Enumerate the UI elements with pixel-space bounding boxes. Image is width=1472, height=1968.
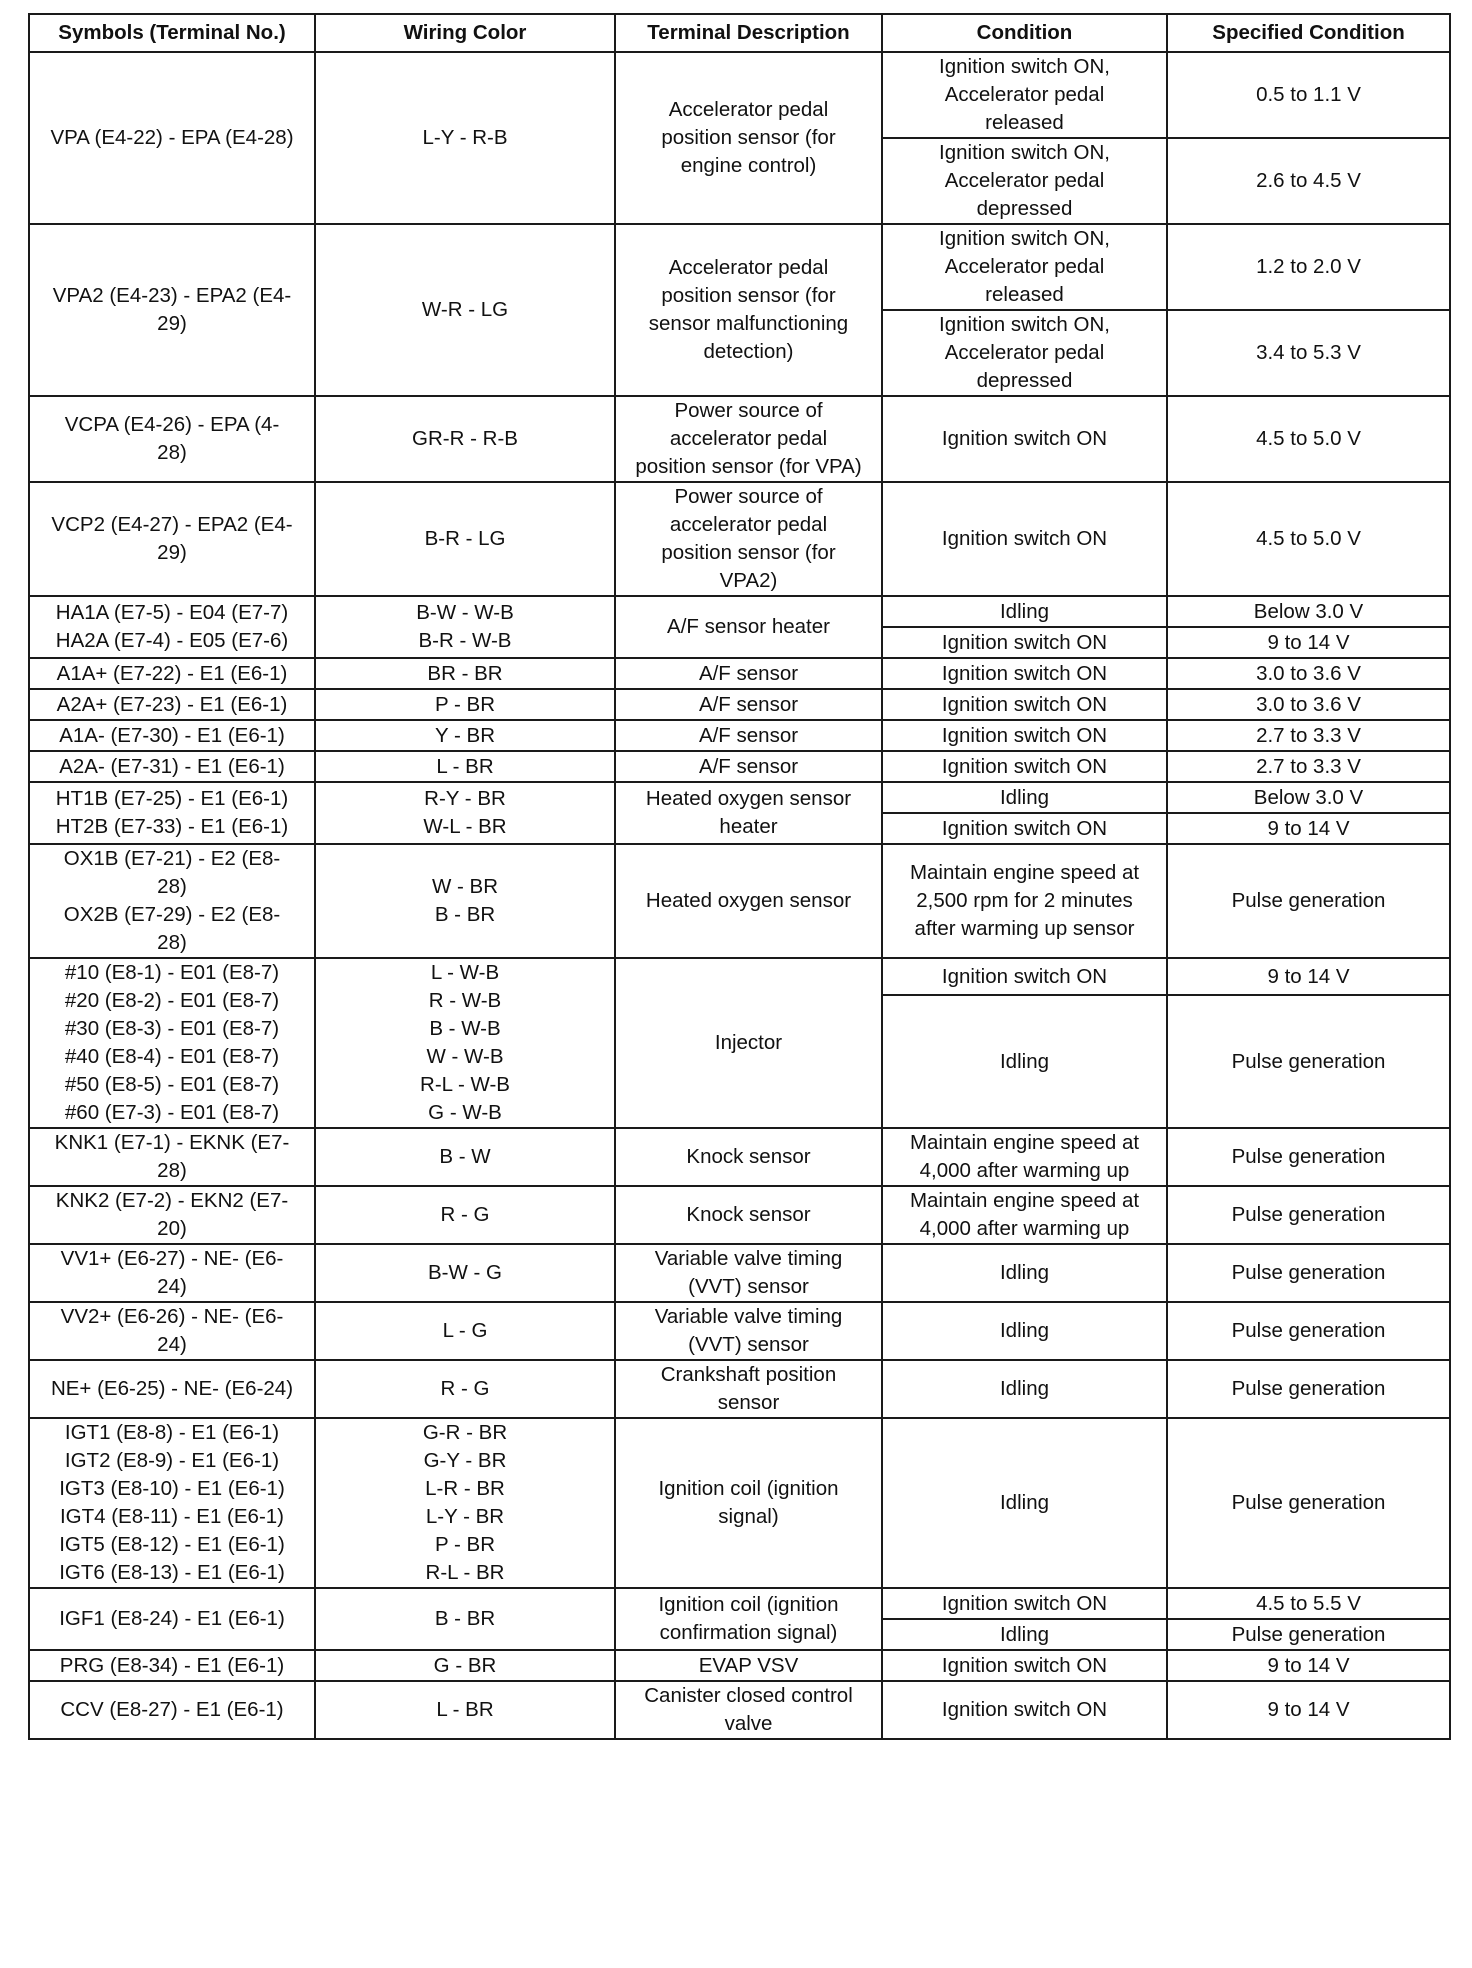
table-row — [29, 1244, 1450, 1302]
terminal-description-cell: Crankshaft position sensor — [615, 1360, 882, 1418]
terminal-description-cell: Injector — [615, 958, 882, 1128]
specified-condition-cell: Pulse generation — [1167, 995, 1450, 1128]
specified-condition-cell: 2.7 to 3.3 V — [1167, 720, 1450, 751]
specified-condition-cell: 3.4 to 5.3 V — [1167, 310, 1450, 396]
condition-cell: Ignition switch ON — [882, 627, 1167, 658]
specified-condition-cell: 9 to 14 V — [1167, 1681, 1450, 1739]
terminal-description-cell: Power source of accelerator pedal position sensor (for VPA2) — [615, 482, 882, 596]
wiring-color-cell: G - BR — [315, 1650, 615, 1681]
condition-cell: Ignition switch ON, Accelerator pedal released — [882, 52, 1167, 138]
symbols-cell: A2A- (E7-31) - E1 (E6-1) — [29, 751, 315, 782]
specified-condition-cell: 9 to 14 V — [1167, 1650, 1450, 1681]
symbols-cell: A1A- (E7-30) - E1 (E6-1) — [29, 720, 315, 751]
specified-condition-cell: 9 to 14 V — [1167, 958, 1450, 995]
wiring-color-cell: B - BR — [315, 1588, 615, 1650]
table-row — [29, 958, 1450, 995]
terminal-description-cell: Knock sensor — [615, 1186, 882, 1244]
table-row — [29, 782, 1450, 813]
terminal-description-cell: Ignition coil (ignition signal) — [615, 1418, 882, 1588]
table-row — [29, 1360, 1450, 1418]
condition-cell: Idling — [882, 995, 1167, 1128]
table-row — [29, 1681, 1450, 1739]
symbols-cell: VV1+ (E6-27) - NE- (E6- 24) — [29, 1244, 315, 1302]
table-row — [29, 52, 1450, 138]
symbols-cell: HA1A (E7-5) - E04 (E7-7) HA2A (E7-4) - E05 (E7-6) — [29, 596, 315, 658]
wiring-color-cell: R-Y - BR W-L - BR — [315, 782, 615, 844]
condition-cell: Ignition switch ON — [882, 1681, 1167, 1739]
terminal-description-cell: Knock sensor — [615, 1128, 882, 1186]
symbols-cell: IGF1 (E8-24) - E1 (E6-1) — [29, 1588, 315, 1650]
symbols-cell: A1A+ (E7-22) - E1 (E6-1) — [29, 658, 315, 689]
wiring-color-cell: GR-R - R-B — [315, 396, 615, 482]
header-terminal-description: Terminal Description — [615, 14, 882, 52]
specified-condition-cell: 9 to 14 V — [1167, 813, 1450, 844]
symbols-cell: NE+ (E6-25) - NE- (E6-24) — [29, 1360, 315, 1418]
wiring-color-cell: L - W-B R - W-B B - W-B W - W-B R-L - W-B G - W-B — [315, 958, 615, 1128]
condition-cell: Ignition switch ON — [882, 396, 1167, 482]
specified-condition-cell: 2.7 to 3.3 V — [1167, 751, 1450, 782]
specified-condition-cell: Below 3.0 V — [1167, 596, 1450, 627]
terminal-description-cell: Canister closed control valve — [615, 1681, 882, 1739]
wiring-color-cell: L - G — [315, 1302, 615, 1360]
table-row — [29, 844, 1450, 958]
table-row — [29, 751, 1450, 782]
specified-condition-cell: 4.5 to 5.0 V — [1167, 396, 1450, 482]
wiring-color-cell: R - G — [315, 1360, 615, 1418]
symbols-cell: HT1B (E7-25) - E1 (E6-1) HT2B (E7-33) - E1 (E6-1) — [29, 782, 315, 844]
specified-condition-cell: Below 3.0 V — [1167, 782, 1450, 813]
terminal-description-cell: Accelerator pedal position sensor (for sensor malfunctioning detection) — [615, 224, 882, 396]
condition-cell: Ignition switch ON, Accelerator pedal released — [882, 224, 1167, 310]
terminal-spec-page — [28, 13, 1451, 1740]
condition-cell: Idling — [882, 1619, 1167, 1650]
condition-cell: Ignition switch ON, Accelerator pedal depressed — [882, 310, 1167, 396]
terminal-description-cell: Accelerator pedal position sensor (for engine control) — [615, 52, 882, 224]
table-row — [29, 1128, 1450, 1186]
condition-cell: Idling — [882, 1244, 1167, 1302]
condition-cell: Ignition switch ON — [882, 751, 1167, 782]
condition-cell: Idling — [882, 596, 1167, 627]
specified-condition-cell: Pulse generation — [1167, 1619, 1450, 1650]
ecm-terminal-table — [28, 13, 1451, 1740]
specified-condition-cell: 3.0 to 3.6 V — [1167, 689, 1450, 720]
wiring-color-cell: L-Y - R-B — [315, 52, 615, 224]
terminal-description-cell: A/F sensor — [615, 658, 882, 689]
specified-condition-cell: 0.5 to 1.1 V — [1167, 52, 1450, 138]
table-body — [29, 52, 1450, 1739]
symbols-cell: VCP2 (E4-27) - EPA2 (E4- 29) — [29, 482, 315, 596]
terminal-description-cell: A/F sensor — [615, 720, 882, 751]
symbols-cell: PRG (E8-34) - E1 (E6-1) — [29, 1650, 315, 1681]
terminal-description-cell: Heated oxygen sensor — [615, 844, 882, 958]
condition-cell: Maintain engine speed at 4,000 after warming up — [882, 1128, 1167, 1186]
wiring-color-cell: B-R - LG — [315, 482, 615, 596]
specified-condition-cell: Pulse generation — [1167, 1244, 1450, 1302]
table-row — [29, 482, 1450, 596]
wiring-color-cell: BR - BR — [315, 658, 615, 689]
wiring-color-cell: W-R - LG — [315, 224, 615, 396]
condition-cell: Idling — [882, 1418, 1167, 1588]
table-row — [29, 1302, 1450, 1360]
symbols-cell: VPA2 (E4-23) - EPA2 (E4- 29) — [29, 224, 315, 396]
specified-condition-cell: 1.2 to 2.0 V — [1167, 224, 1450, 310]
terminal-description-cell: Variable valve timing (VVT) sensor — [615, 1302, 882, 1360]
wiring-color-cell: B-W - W-B B-R - W-B — [315, 596, 615, 658]
symbols-cell: KNK2 (E7-2) - EKN2 (E7- 20) — [29, 1186, 315, 1244]
specified-condition-cell: Pulse generation — [1167, 1418, 1450, 1588]
specified-condition-cell: Pulse generation — [1167, 1186, 1450, 1244]
wiring-color-cell: R - G — [315, 1186, 615, 1244]
specified-condition-cell: Pulse generation — [1167, 1302, 1450, 1360]
header-specified-condition: Specified Condition — [1167, 14, 1450, 52]
terminal-description-cell: A/F sensor — [615, 751, 882, 782]
condition-cell: Ignition switch ON — [882, 689, 1167, 720]
condition-cell: Maintain engine speed at 2,500 rpm for 2 minutes after warming up sensor — [882, 844, 1167, 958]
specified-condition-cell: 9 to 14 V — [1167, 627, 1450, 658]
table-row — [29, 396, 1450, 482]
wiring-color-cell: P - BR — [315, 689, 615, 720]
table-row — [29, 689, 1450, 720]
table-header-row — [29, 14, 1450, 52]
condition-cell: Idling — [882, 1360, 1167, 1418]
header-condition: Condition — [882, 14, 1167, 52]
specified-condition-cell: 2.6 to 4.5 V — [1167, 138, 1450, 224]
wiring-color-cell: L - BR — [315, 1681, 615, 1739]
symbols-cell: VCPA (E4-26) - EPA (4- 28) — [29, 396, 315, 482]
condition-cell: Ignition switch ON — [882, 720, 1167, 751]
terminal-description-cell: Heated oxygen sensor heater — [615, 782, 882, 844]
specified-condition-cell: Pulse generation — [1167, 1360, 1450, 1418]
condition-cell: Ignition switch ON — [882, 1650, 1167, 1681]
condition-cell: Idling — [882, 782, 1167, 813]
terminal-description-cell: A/F sensor heater — [615, 596, 882, 658]
wiring-color-cell: G-R - BR G-Y - BR L-R - BR L-Y - BR P - BR R-L - BR — [315, 1418, 615, 1588]
condition-cell: Ignition switch ON — [882, 958, 1167, 995]
terminal-description-cell: Power source of accelerator pedal position sensor (for VPA) — [615, 396, 882, 482]
condition-cell: Ignition switch ON — [882, 482, 1167, 596]
wiring-color-cell: B - W — [315, 1128, 615, 1186]
table-row — [29, 1186, 1450, 1244]
symbols-cell: IGT1 (E8-8) - E1 (E6-1) IGT2 (E8-9) - E1 (E6-1) IGT3 (E8-10) - E1 (E6-1) IGT4 (E8-11) - E1 (E6-1) IGT5 (E8-12) - E1 (E6-1) IGT6 (E8-13) - E1 (E6-1) — [29, 1418, 315, 1588]
condition-cell: Ignition switch ON — [882, 813, 1167, 844]
specified-condition-cell: 3.0 to 3.6 V — [1167, 658, 1450, 689]
terminal-description-cell: A/F sensor — [615, 689, 882, 720]
symbols-cell: VV2+ (E6-26) - NE- (E6- 24) — [29, 1302, 315, 1360]
symbols-cell: KNK1 (E7-1) - EKNK (E7- 28) — [29, 1128, 315, 1186]
header-symbols: Symbols (Terminal No.) — [29, 14, 315, 52]
condition-cell: Ignition switch ON, Accelerator pedal depressed — [882, 138, 1167, 224]
symbols-cell: VPA (E4-22) - EPA (E4-28) — [29, 52, 315, 224]
terminal-description-cell: EVAP VSV — [615, 1650, 882, 1681]
condition-cell: Ignition switch ON — [882, 658, 1167, 689]
condition-cell: Idling — [882, 1302, 1167, 1360]
wiring-color-cell: L - BR — [315, 751, 615, 782]
specified-condition-cell: 4.5 to 5.0 V — [1167, 482, 1450, 596]
table-row — [29, 224, 1450, 310]
symbols-cell: CCV (E8-27) - E1 (E6-1) — [29, 1681, 315, 1739]
wiring-color-cell: Y - BR — [315, 720, 615, 751]
header-wiring-color: Wiring Color — [315, 14, 615, 52]
table-row — [29, 1418, 1450, 1588]
terminal-description-cell: Ignition coil (ignition confirmation signal) — [615, 1588, 882, 1650]
symbols-cell: A2A+ (E7-23) - E1 (E6-1) — [29, 689, 315, 720]
table-row — [29, 596, 1450, 627]
condition-cell: Maintain engine speed at 4,000 after warming up — [882, 1186, 1167, 1244]
wiring-color-cell: B-W - G — [315, 1244, 615, 1302]
table-row — [29, 1588, 1450, 1619]
table-row — [29, 1650, 1450, 1681]
wiring-color-cell: W - BR B - BR — [315, 844, 615, 958]
specified-condition-cell: Pulse generation — [1167, 1128, 1450, 1186]
specified-condition-cell: Pulse generation — [1167, 844, 1450, 958]
specified-condition-cell: 4.5 to 5.5 V — [1167, 1588, 1450, 1619]
symbols-cell: #10 (E8-1) - E01 (E8-7) #20 (E8-2) - E01 (E8-7) #30 (E8-3) - E01 (E8-7) #40 (E8-4) - E01 (E8-7) #50 (E8-5) - E01 (E8-7) #60 (E7-3) - E01 (E8-7) — [29, 958, 315, 1128]
table-row — [29, 658, 1450, 689]
table-row — [29, 720, 1450, 751]
terminal-description-cell: Variable valve timing (VVT) sensor — [615, 1244, 882, 1302]
condition-cell: Ignition switch ON — [882, 1588, 1167, 1619]
symbols-cell: OX1B (E7-21) - E2 (E8- 28) OX2B (E7-29) - E2 (E8- 28) — [29, 844, 315, 958]
